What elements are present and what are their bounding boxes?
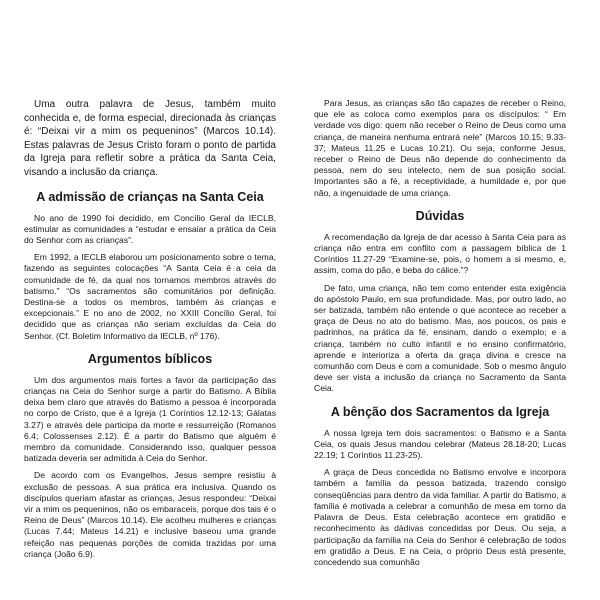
heading-bencao: A bênção dos Sacramentos da Igreja — [330, 404, 550, 419]
paragraph: Em 1992, a IECLB elaborou um posicionamento sobre o tema, fazendo as seguintes colocações “A Santa Ceia é a ceia da comunidade de fé, da qual nos tornamos membros através do batismo.” “Os sacramentos são comunitários por definição. Destina-se a todos os membros, também às crianças e excepcionais.” E no ano de 2002, no XXIII Concílio Geral, foi decidido que as crianças não seriam excluídas da Ceia do Senhor. (Cf. Boletim Informativo da IECLB, nº 176). — [24, 252, 276, 341]
paragraph: Para Jesus, as crianças são tão capazes de receber o Reino, que ele as coloca como exemplos para os discípulos: “ Em verdade vos digo: quem não receber o Reino de Deus como uma criança, de maneira nenhuma entrará nele” (Marcos 10.15; 9.33-37; Mateus 11.25 e Lucas 10.21). Ou seja, conforme Jesus, receber o Reino de Deus não depende do conhecimento da pessoa, nem do seu intelecto, nem de sua posição social. Importantes são a fé, a receptividade, a humildade e, por que não, a ingenuidade de uma criança. — [314, 98, 566, 198]
paragraph: A nossa Igreja tem dois sacramentos: o Batismo e a Santa Ceia, os quais Jesus mandou celebrar (Mateus 28.18-20; Lucas 22.19; 1 Coríntios 11.23-25). — [314, 427, 566, 461]
paragraph: No ano de 1990 foi decidido, em Concílio Geral da IECLB, estimular as comunidades a “estudar e ensaiar a prática da Ceia do Senhor com as crianças”. — [24, 212, 276, 245]
paragraph: Um dos argumentos mais fortes a favor da participação das crianças na Ceia do Senhor surge a partir do Batismo. A Bíblia deixa bem claro que através do Batismo a pessoa é incorporada no corpo de Cristo, que é a Igreja (1 Coríntios 12.12-13; Gálatas 3.27) e através dele participa da morte e ressurreição (Romanos 6.4; Colossenses 2.12). É a partir do Batismo que alguém é membro da comunidade. Considerando isso, qualquer pessoa batizada deveria ser admitida à Ceia do Senhor. — [24, 374, 276, 464]
paragraph: A graça de Deus concedida no Batismo envolve e incorpora também a família da pessoa batizada, trazendo consigo conseqüências para dentro da vida familiar. A partir do Batismo, a família é motivada a celebrar a comunhão de mesa em torno da Palavra de Deus. Esta celebração acontece em gratidão e reconhecimento às dádivas concedidas por Deus. Ou seja, a participação da família na Ceia do Senhor é celebração de todos em gratidão a Deus. E na Ceia, o próprio Deus está presente, concedendo sua comunhão — [314, 467, 566, 567]
heading-argumentos: Argumentos bíblicos — [87, 351, 213, 366]
paragraph: De acordo com os Evangelhos, Jesus sempre resistiu à exclusão de pessoas. A sua prática era inclusiva. Quando os discípulos queriam afastar as crianças, Jesus respondeu: “Deixai vir a mim os pequeninos, não os embaraceis, porque dos tais é o Reino de Deus” (Marcos 10.14). Ele acolheu mulheres e crianças (Lucas 7.44; Mateus 14.21) e inclusive baseou uma grande refeição nas pequenas porções de comida trazidas por uma criança (João 6.9). — [24, 470, 276, 559]
paragraph: De fato, uma criança, não tem como entender esta exigência do apóstolo Paulo, em sua profundidade. Mas, por outro lado, ao ser batizada, também não entende o que acontece ao receber a graça de Deus no ato do batismo. Mas, aos poucos, os pais e padrinhos, na prática da fé, ensinam, dando o exemplo; e a criança, também no culto infantil e no ensino confirmatório, aprende e interioriza a oferta da graça divina e cresce na comunhão com Deus e com a comunidade. Sob o mesmo ângulo deve ser vista a inclusão da criança no Sacramento da Santa Ceia. — [314, 282, 566, 394]
right-column — [314, 98, 566, 574]
heading-duvidas: Dúvidas — [415, 208, 465, 223]
intro-paragraph: Uma outra palavra de Jesus, também muito conhecida e, de forma especial, direcionada às crianças é: “Deixai vir a mim os pequeninos” (Marcos 10.14). Estas palavras de Jesus Cristo foram o ponto de partida da Igreja para refletir sobre a prática da Santa Ceia, visando a inclusão da criança. — [24, 99, 276, 178]
heading-admissao: A admissão de crianças na Santa Ceia — [36, 189, 264, 204]
left-column — [24, 98, 276, 566]
paragraph: A recomendação da Igreja de dar acesso à Santa Ceia para as criança não entra em conflito com a passagem bíblica de 1 Coríntios 11.27-29 “Examine-se, pois, o homem a si mesmo, e, assim, coma do pão, e beba do cálice.”? — [314, 231, 566, 276]
